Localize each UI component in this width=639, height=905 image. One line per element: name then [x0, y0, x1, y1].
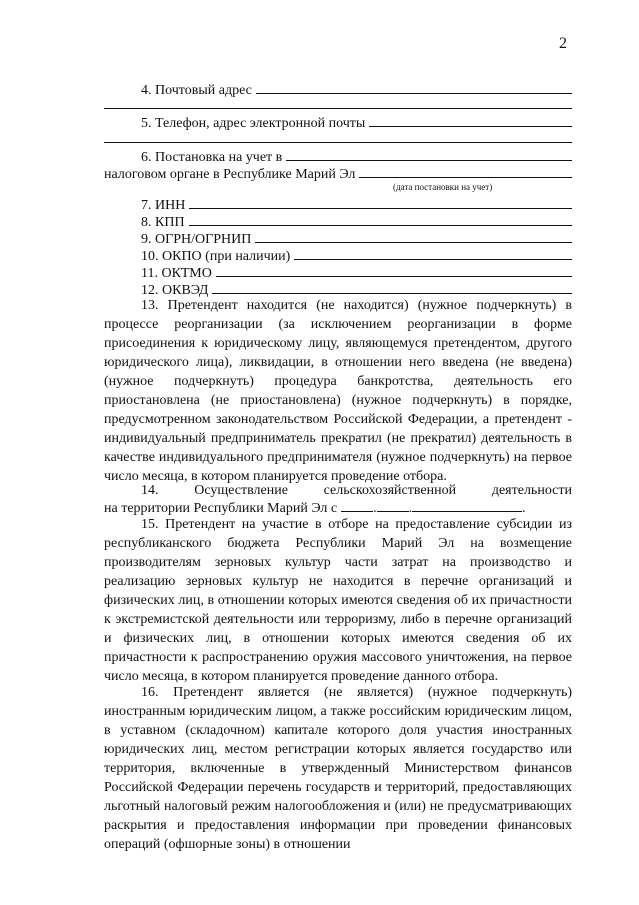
postal-address-row	[141, 79, 572, 98]
page-number: 2	[559, 35, 567, 52]
paragraph-16: 16. Претендент является (не является) (нужное подчеркнуть) иностранным юридическим лицом, а также российским юридическим лицом, в уставном (складочном) капитале которого доля участия иностранных юридических лиц, местом регистрации которых является государство или территория, включенные в утвержденный Министерством финансов Российской Федерации перечень государств и территорий, предоставляющих льготный налоговый режим налогообложения и (или) не предусматривающих раскрытия и предоставления информации при проведении финансовых операций (офшорные зоны) в отношении	[104, 685, 572, 852]
postal-address-line[interactable]	[256, 79, 572, 94]
tax-registration-label-1: 6. Постановка на учет в	[141, 150, 283, 165]
paragraph-15: 15. Претендент на участие в отборе на предоставление субсидии из республиканского бюджета Республики Марий Эл на возмещение производителям зерновых культур части затрат на производство и реализацию зерновых культур не находится в перечне организаций и физических лиц, в отношении которых имеются сведения об их причастности к экстремистской деятельности или терроризму, либо в перечне организаций и физических лиц, в отношении которых имеются сведения об их причастности к распространению оружия массового уничтожения, на первое число месяца, в котором планируется проведение данного отбора.	[104, 517, 572, 684]
inn-label: 7. ИНН	[141, 198, 186, 213]
phone-email-label: 5. Телефон, адрес электронной почты	[141, 116, 366, 131]
activity-start-date: . . .	[341, 498, 526, 518]
okved-line[interactable]	[212, 279, 572, 294]
postal-address-label: 4. Почтовый адрес	[141, 83, 252, 98]
tax-authority-line[interactable]	[286, 146, 572, 161]
okved-label: 12. ОКВЭД	[141, 283, 209, 298]
tax-registration-date-line[interactable]	[359, 163, 572, 178]
oktmo-label: 11. ОКТМО	[141, 266, 212, 281]
phone-email-line-2[interactable]	[104, 142, 572, 143]
kpp-label: 8. КПП	[141, 215, 185, 230]
paragraph-13: 13. Претендент находится (не находится) (нужное подчеркнуть) в процессе реорганизации (за исключением реорганизации в форме присоединения к юридическому лицу, являющемуся претендентом, другого юридического лица), ликвидации, в отношении него введена (не введена) (нужное подчеркнуть) процедура банкротства, деятельность его приостановлена (не приостановлена) (нужное подчеркнуть) в порядке, предусмотренном законодательством Российской Федерации, а претендент - индивидуальный предприниматель прекратил (не прекратил) деятельность в качестве индивидуального предпринимателя (нужное подчеркнуть) на первое число месяца, в котором планируется проведение отбора.	[104, 298, 572, 484]
paragraph-14-text-2: на территории Республики Марий Эл с	[104, 501, 338, 516]
oktmo-line[interactable]	[216, 262, 572, 277]
phone-email-line[interactable]	[369, 112, 572, 127]
tax-registration-row-2	[104, 163, 572, 182]
tax-registration-note: (дата постановки на учет)	[393, 182, 493, 192]
phone-email-row	[141, 112, 572, 131]
activity-start-month-line[interactable]	[377, 498, 409, 512]
postal-address-line-2[interactable]	[104, 108, 572, 109]
ogrn-label: 9. ОГРН/ОГРНИП	[141, 232, 252, 247]
inn-line[interactable]	[189, 194, 572, 209]
ogrn-line[interactable]	[255, 228, 572, 243]
okpo-line[interactable]	[294, 245, 572, 260]
paragraph-14-text-1: 14. Осуществление сельскохозяйственной деятельности	[141, 483, 572, 498]
okpo-label: 10. ОКПО (при наличии)	[141, 249, 291, 264]
activity-start-year-line[interactable]	[412, 498, 522, 512]
activity-start-day-line[interactable]	[341, 498, 373, 512]
kpp-line[interactable]	[189, 211, 572, 226]
tax-registration-label-2: налоговом органе в Республике Марий Эл	[104, 167, 356, 182]
